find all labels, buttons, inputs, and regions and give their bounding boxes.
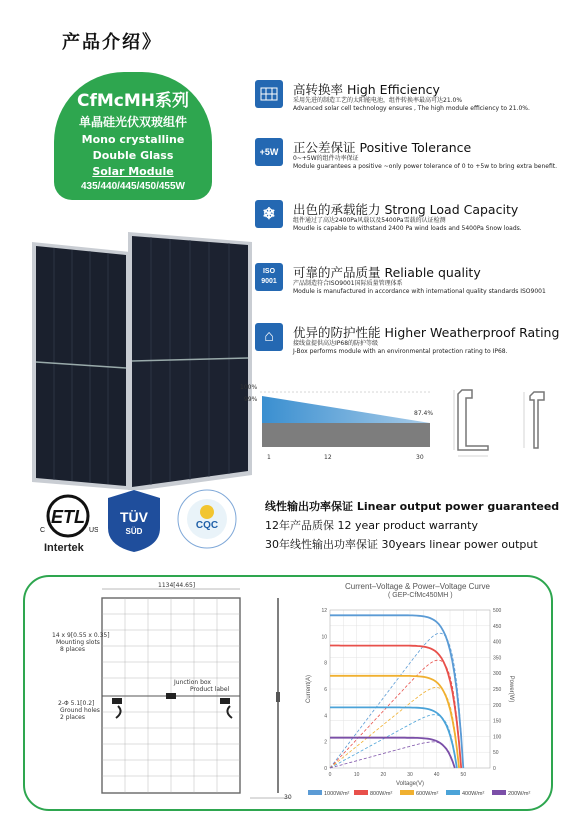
frame-profile-drawing [448,384,558,460]
feature-reliable-quality [255,263,560,303]
legend-swatch [354,790,368,795]
x-tick-label: 20 [380,772,387,778]
cqc-logo [176,488,238,550]
solar-panel-image [30,220,258,490]
legend-swatch [400,790,414,795]
dim-mount-count: 8 places [60,646,85,653]
solar-panels-illustration [30,220,258,490]
guarantee-power-output: 30年线性输出功率保证 30years linear power output [265,538,538,551]
svg-text:TÜV: TÜV [120,509,148,525]
iv-curve [330,676,459,768]
y-tick-label: 6 [324,687,327,693]
feature-positive-tolerance [255,138,560,178]
badge-en-line3: Solar Module [92,165,174,178]
x-axis-label: Voltage(V) [395,781,425,787]
solar-cell-icon [255,80,283,108]
x-tick-label: 40 [433,772,440,778]
svg-text:ETL: ETL [51,507,85,527]
y-tick-label: 4 [324,713,327,720]
dim-thickness: 30 [284,794,292,801]
junction-box-label: Junction box [174,679,211,686]
badge-en-line2: Double Glass [92,149,174,162]
y-axis-label: Current(A) [306,674,312,704]
legend-swatch [492,790,506,795]
y2-axis-label: Power(W) [508,675,514,703]
feature-sub: 产品制造符合ISO9001国际质量管理体系 Module is manufactured in accordance with international quality standards ISO9001 [293,280,546,295]
y2-tick-label: 350 [493,655,502,662]
frame-profile-graphic [448,384,558,460]
weatherproof-icon: ⌂ [255,323,283,351]
feature-title: 优异的防护性能 Higher Weatherproof Rating [293,325,560,340]
guarantee-product-warranty: 12年产品质保 12 year product warranty [265,519,478,532]
iv-curve-plot [300,600,550,800]
y-tick-label: 2 [324,739,327,746]
legend-label: 400W/m² [462,791,485,797]
legend-label: 1000W/m² [324,791,350,797]
x-tick-label: 10 [353,772,360,778]
tuv-logo [104,488,164,554]
y2-tick-label: 450 [493,623,502,630]
warranty-end-value: 87.4% [414,410,434,417]
feature-weatherproof [255,323,560,363]
badge-cn-type: 单晶硅光伏双玻组件 [78,115,187,129]
feature-sub: 0~+5W的组件功率保证 Module guarantees a positive ~only power tolerance of 0 to +5w to bring extra benefit. [293,155,558,170]
y-tick-label: 0 [324,766,327,772]
y2-tick-label: 200 [493,702,502,709]
warranty-y-100: 100% [240,384,258,391]
legend-swatch [446,790,460,795]
svg-text:CQC: CQC [195,520,219,531]
y2-tick-label: 50 [493,750,499,757]
y2-tick-label: 500 [493,608,502,614]
y2-tick-label: 0 [493,766,496,772]
y2-tick-label: 150 [493,718,502,725]
dim-width: 1134[44.65] [158,582,196,589]
legend-label: 800W/m² [370,791,393,797]
intertek-label: Intertek [44,542,84,554]
module-drawing-graphic [40,580,300,805]
warranty-x-30: 30 [416,454,424,461]
pv-curve [330,687,459,768]
dim-mount-label: Mounting slots [56,639,100,646]
badge-model: CfMcMH系列 [76,91,189,111]
legend-label: 200W/m² [508,791,531,797]
feature-load-capacity [255,200,560,240]
badge-power: 435/440/445/450/455W [81,181,185,192]
iv-curve [330,738,455,768]
y-tick-label: 10 [321,634,327,641]
feature-sub: 组件通过了高达2400Pa风载以及5400Pa雪载的认证检测 Moudle is capable to withstand 2400 Pa wind loads and 5400Pa Snow loads. [293,217,522,232]
y2-tick-label: 400 [493,639,502,646]
feature-high-efficiency [255,80,560,120]
warranty-chart-graphic [240,380,440,450]
chart-subtitle: ( GEP-CfMc450MH ) [388,592,453,599]
pv-curve [330,742,455,768]
warranty-x-1: 1 [267,454,271,461]
page-title: 产品介绍》 [62,32,162,53]
iv-curve-chart [300,578,550,803]
feature-sub: 采用先进的制造工艺的太阳能电池，组件转换率最高可达21.0% Advanced solar cell technology ensures , The high module efficiency to 21.0%. [293,97,530,112]
etl-logo [38,492,98,552]
svg-text:US: US [89,527,98,534]
warranty-chart [240,380,440,465]
guarantee-head: 线性输出功率保证 Linear output power guaranteed [265,500,560,513]
x-tick-label: 0 [328,772,332,778]
feature-title: 高转换率 High Efficiency [293,82,440,97]
product-label-callout: Product label [190,686,230,693]
feature-title: 正公差保证 Positive Tolerance [293,140,472,155]
y2-tick-label: 250 [493,687,502,693]
x-tick-label: 30 [407,772,413,778]
y2-tick-label: 100 [493,734,502,741]
svg-text:C: C [40,527,46,534]
warranty-x-12: 12 [324,454,332,461]
y-tick-label: 8 [324,660,327,667]
x-tick-label: 50 [460,772,467,778]
y2-tick-label: 300 [493,671,502,678]
iso-9001-icon: ISO 9001 [255,263,283,291]
plus-5w-icon: +5W [255,138,283,166]
y-tick-label: 12 [321,608,327,614]
snowflake-icon: ❄ [255,200,283,228]
dim-ground-count: 2 places [60,714,85,721]
chart-title: Current–Voltage & Power–Voltage Curve [345,582,490,591]
feature-title: 出色的承载能力 Strong Load Capacity [293,202,519,217]
badge-en-line1: Mono crystalline [81,133,185,146]
dim-ground-label: Ground holes [60,707,100,714]
legend-label: 600W/m² [416,791,439,797]
warranty-y-99: 99% [244,396,258,403]
dim-ground: 2-Φ 5.1[0.2] [58,700,95,707]
dim-mount: 14 x 9[0.55 x 0.35] [52,632,110,639]
feature-sub: 接线盒提供高达IP68的防护等级 J-Box performs module with an environmental protection rating to IP68. [293,340,508,355]
product-badge [54,72,212,200]
svg-text:SÜD: SÜD [125,527,143,536]
feature-title: 可靠的产品质量 Reliable quality [293,265,481,280]
module-drawing [40,580,300,805]
legend-swatch [308,790,322,795]
